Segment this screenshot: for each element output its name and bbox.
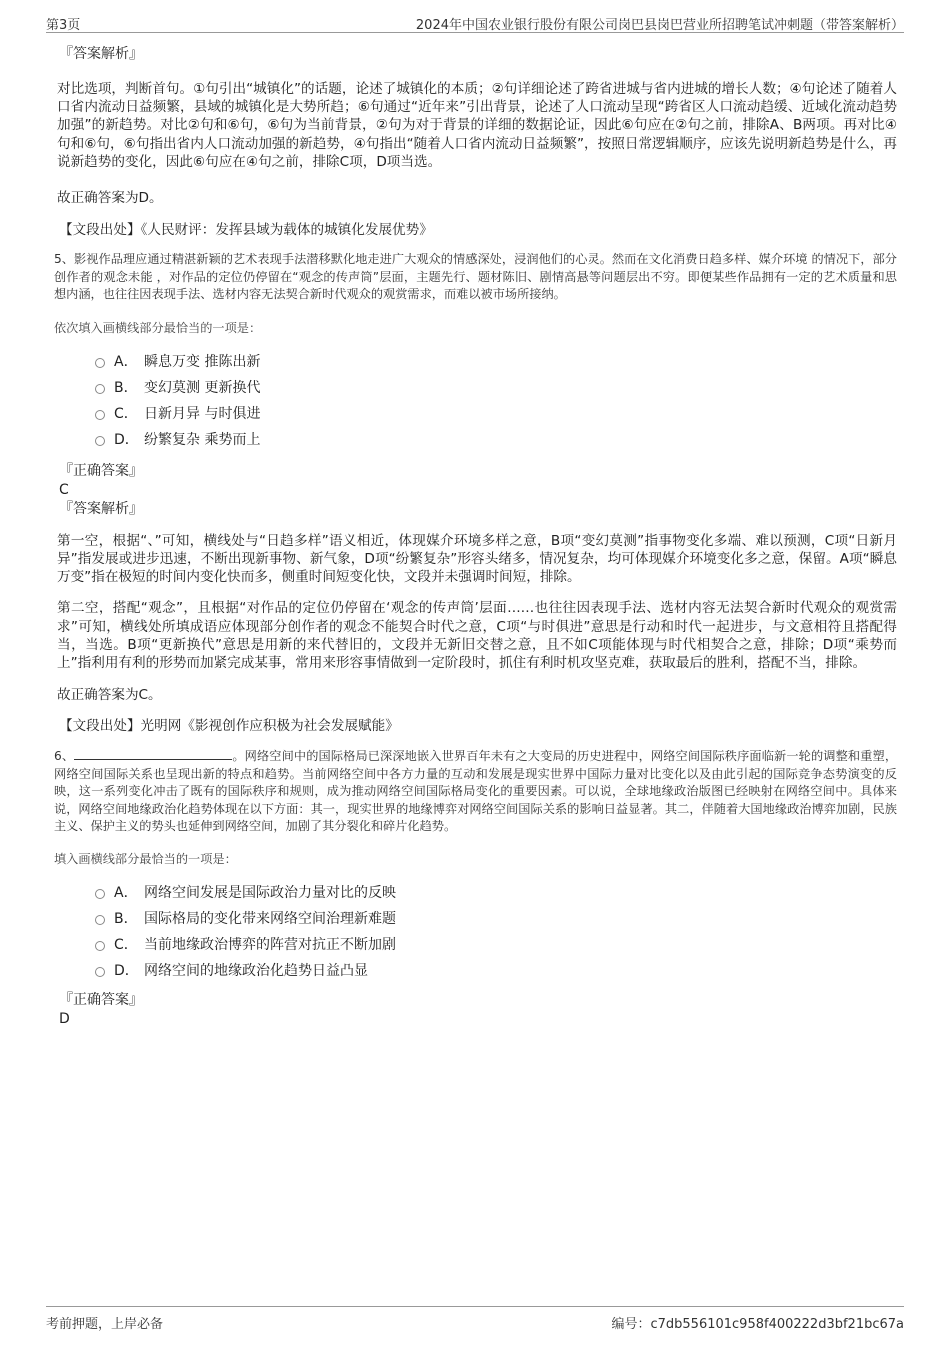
document-title: 2024年中国农业银行股份有限公司岗巴县岗巴营业所招聘笔试冲刺题（带答案解析）: [415, 18, 904, 33]
option-d[interactable]: D． 网络空间的地缘政治化趋势日益凸显: [57, 958, 897, 984]
radio-icon[interactable]: [95, 889, 105, 899]
question-stem: [54, 748, 897, 836]
correct-answer-label: 『正确答案』: [59, 462, 143, 479]
passage-source: 【文段出处】《人民财评：发挥县域为载体的城镇化发展优势》: [59, 222, 433, 239]
question-prompt: 依次填入画横线部分最恰当的一项是：: [54, 320, 262, 335]
radio-icon[interactable]: [95, 410, 105, 420]
answer-analysis-paragraph: 对比选项，判断首句。①句引出“城镇化”的话题，论述了城镇化的本质；②句详细论述了跨省进城与省内进城的增长人数；④句论述了随着人口省内流动日益频繁，县域的城镇化是大势所趋；⑥句通过“近年来”引出背景，论述了人口流动呈现“跨省区人口流动趋缓、近域化流动趋势加强”的新趋势。对比②句和⑥句，⑥句为当前背景，②句为对于背景的详细的数据论证，因此⑥句应在②句之前，排除A、B两项。再对比④句和⑥句，⑥句指出省内人口流动加强的新趋势，④句指出“随着人口省内流动日益频繁”，按照日常逻辑顺序，应该先说明新趋势是什么，再说新趋势的变化，因此⑥句应在④句之前，排除C项，D项当选。: [57, 81, 897, 170]
answer-analysis-paragraph: 第一空，根据“、”可知，横线处与“日趋多样”语义相近，体现媒介环境多样之意，B项“变幻莫测”指事物变化多端、难以预测，C项“日新月异”指发展或进步迅速，不断出现新事物、新气象，D项“纷繁复杂”形容头绪多，情况复杂，均可体现媒介环境变化多之意，保留。A项“瞬息万变”指在极短的时间内变化快而多，侧重时间短变化快，文段并未强调时间短，排除。: [57, 532, 897, 586]
page-number: 第3页: [46, 18, 81, 33]
document-id: 编号：c7db556101c958f400222d3bf21bc67a: [611, 1317, 904, 1332]
correct-answer-value: D: [59, 1010, 70, 1027]
option-b[interactable]: B． 变幻莫测 更新换代: [57, 375, 897, 401]
option-a[interactable]: A． 网络空间发展是国际政治力量对比的反映: [57, 880, 897, 906]
correct-answer-label: 『正确答案』: [59, 991, 143, 1008]
answer-analysis-paragraph: 第二空，搭配“观念”，且根据“对作品的定位仍停留在‘观念的传声筒’层面……也往往因表现手法、选材内容无法契合新时代观众的观赏需求”可知，横线处所填成语应体现部分创作者的观念不能契合时代之意，C项“与时俱进”意思是行动和时代一起进步，与文意相符且搭配得当，当选。B项“更新换代”意思是用新的来代替旧的，文段并无新旧交替之意，且不如C项能体现与时代相契合之意，排除；D项“乘势而上”指利用有利的形势而加紧完成某事，常用来形容事情做到一定阶段时，抓住有利时机攻坚克难，获取最后的胜利，搭配不当，排除。: [57, 600, 897, 671]
passage-source: 【文段出处】光明网《影视创作应积极为社会发展赋能》: [59, 718, 399, 735]
option-c[interactable]: C． 日新月异 与时俱进: [57, 401, 897, 427]
correct-answer-value: C: [59, 481, 69, 498]
radio-icon[interactable]: [95, 436, 105, 446]
question-stem-text: 。网络空间中的国际格局已深深地嵌入世界百年未有之大变局的历史进程中，网络空间国际秩序面临新一轮的调整和重塑，网络空间国际关系也呈现出新的特点和趋势。当前网络空间中各方力量的互动和发展是现实世界中国际力量对比变化以及由此引起的国际竞争态势演变的反映，这一系列变化冲击了既有的国际秩序和规则，成为推动网络空间国际格局变化的重要因素。可以说，全球地缘政治版图已经映射在网络空间中。具体来说，网络空间地缘政治化趋势体现在以下方面：其一，现实世界的地缘博弈对网络空间国际关系的影响日益显著。其二，伴随着大国地缘政治博弈加剧，民族主义、保护主义的势头也延伸到网络空间，加剧了其分裂化和碎片化趋势。: [54, 749, 898, 834]
question-number: 6、: [54, 749, 75, 764]
option-list: [57, 880, 897, 984]
question-stem: 5、影视作品理应通过精湛新颖的艺术表现手法潜移默化地走进广大观众的情感深处，浸润他们的心灵。然而在文化消费日趋多样、媒介环境 的情况下，部分创作者的观念未能 ，对作品的定位仍停留在“观念的传声筒”层面，主题先行、题材陈旧、剧情高悬等问题层出不穷。即便某些作品拥有一定的艺术质量和思想内涵，也往往因表现手法、选材内容无法契合新时代观众的观赏需求，而难以被市场所接纳。: [54, 252, 897, 302]
answer-conclusion: 故正确答案为C。: [57, 687, 162, 704]
page-content: [54, 44, 898, 1028]
answer-blank: [74, 748, 232, 760]
radio-icon[interactable]: [95, 915, 105, 925]
radio-icon[interactable]: [95, 967, 105, 977]
answer-conclusion: 故正确答案为D。: [57, 190, 163, 207]
question-prompt: 填入画横线部分最恰当的一项是：: [54, 851, 237, 866]
page-footer: [46, 1306, 904, 1332]
answer-analysis-label: 『答案解析』: [59, 500, 143, 517]
answer-analysis-label: 『答案解析』: [59, 46, 143, 62]
radio-icon[interactable]: [95, 941, 105, 951]
radio-icon[interactable]: [95, 358, 105, 368]
option-c[interactable]: C． 当前地缘政治博弈的阵营对抗正不断加剧: [57, 932, 897, 958]
option-a[interactable]: A． 瞬息万变 推陈出新: [57, 349, 897, 375]
page-header: [46, 12, 904, 33]
option-list: [57, 349, 897, 453]
radio-icon[interactable]: [95, 384, 105, 394]
footer-slogan: 考前押题，上岸必备: [46, 1317, 164, 1332]
option-b[interactable]: B． 国际格局的变化带来网络空间治理新难题: [57, 906, 897, 932]
option-d[interactable]: D． 纷繁复杂 乘势而上: [57, 427, 897, 453]
